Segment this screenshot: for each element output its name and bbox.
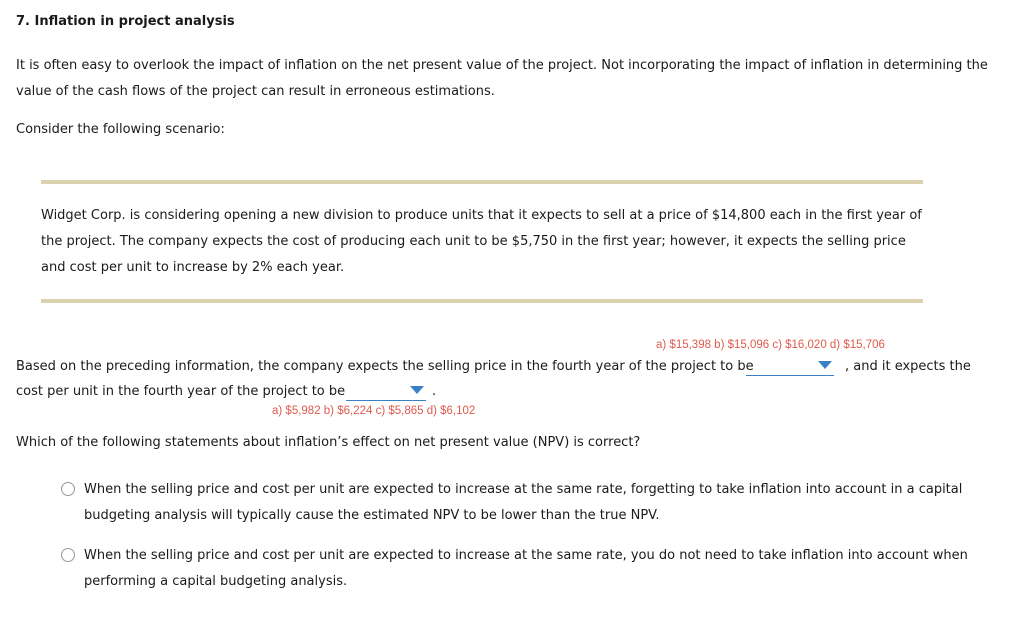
choice-1-radio[interactable] — [61, 482, 75, 496]
caret-down-icon — [410, 386, 424, 394]
intro-paragraph: It is often easy to overlook the impact of inflation on the net present value of the project. Not incorporating the impact of inflation in determining the value of the cash flows of the project can result in erroneous estimations. — [16, 58, 988, 99]
fill-in-text-part2: , and it expects the — [845, 359, 971, 374]
scenario-top-rule — [41, 180, 923, 184]
choice-2-radio[interactable] — [61, 548, 75, 562]
scenario-bottom-rule — [41, 299, 923, 303]
mc-question-text: Which of the following statements about inflation’s effect on net present value (NPV) is correct? — [16, 435, 641, 450]
choice-2-text[interactable]: When the selling price and cost per unit are expected to increase at the same rate, you do not need to take inflation into account when performing a capital budgeting analysis. — [84, 548, 968, 589]
question-title: 7. Inflation in project analysis — [16, 14, 235, 29]
fill-in-text-part1: Based on the preceding information, the company expects the selling price in the fourth year of the project to be — [16, 359, 754, 374]
scenario-text: Widget Corp. is considering opening a new division to produce units that it expects to sell at a price of $14,800 each in the first year of the project. The company expects the cost of producing each unit to be $5,750 in the first year; however, it expects the selling price and cost per unit to increase by 2% each year. — [41, 208, 922, 275]
dropdown1-options-annotation: a) $15,398 b) $15,096 c) $16,020 d) $15,706 — [656, 339, 885, 351]
caret-down-icon — [818, 361, 832, 369]
selling-price-year4-dropdown[interactable] — [746, 355, 834, 376]
cost-per-unit-year4-dropdown[interactable] — [346, 380, 426, 401]
fill-in-text-part3: cost per unit in the fourth year of the project to be — [16, 384, 346, 399]
consider-text: Consider the following scenario: — [16, 122, 225, 137]
choice-1-text[interactable]: When the selling price and cost per unit are expected to increase at the same rate, forgetting to take inflation into account in a capital budgeting analysis will typically cause the estimated NPV to be lower than the true NPV. — [84, 482, 963, 523]
dropdown2-options-annotation: a) $5,982 b) $6,224 c) $5,865 d) $6,102 — [272, 405, 476, 417]
fill-in-period: . — [432, 384, 437, 399]
